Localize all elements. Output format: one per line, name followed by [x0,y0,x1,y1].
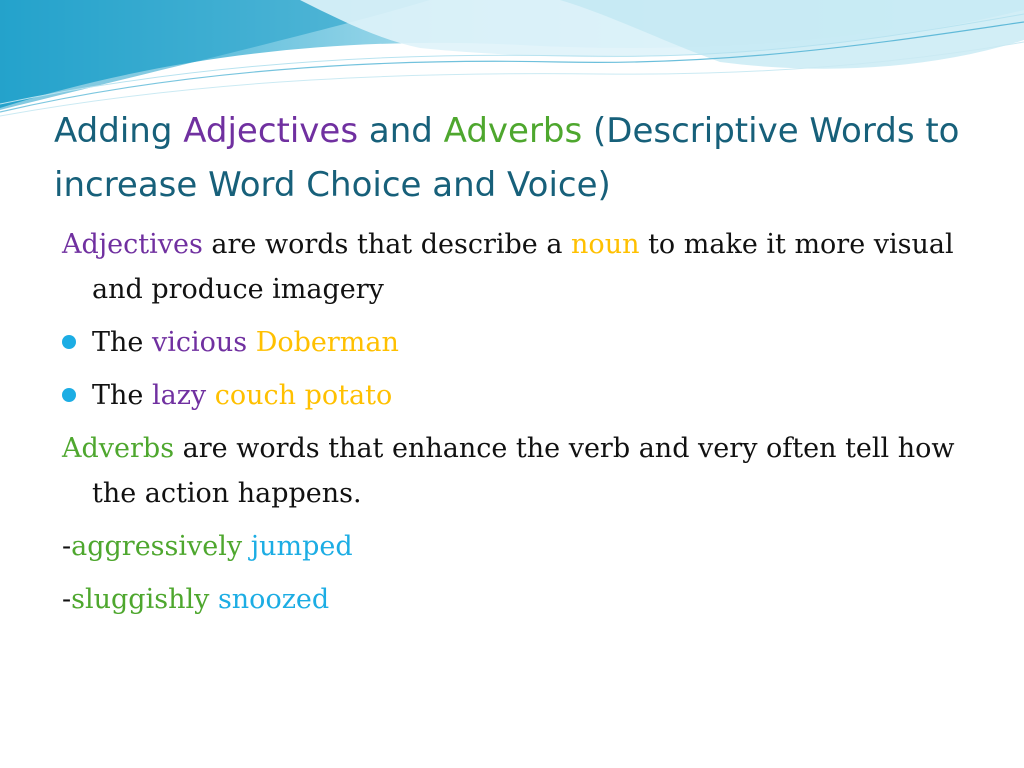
example-dash: - [62,531,72,562]
adverbs-term: Adverbs [62,433,175,464]
title-part1: Adding [54,111,184,151]
bullet-noun: Doberman [255,327,399,358]
example-line [62,524,982,569]
adjectives-text1: are words that describe a [202,229,572,260]
adverbs-text: are words that enhance the verb and very often tell how the action happens. [92,433,955,509]
example-line [62,577,982,622]
adjectives-term: Adjectives [62,229,203,260]
list-item [62,320,982,365]
bullet-dot-icon [62,388,76,402]
example-space [209,584,218,615]
slide-body [62,222,982,630]
bullet-space [206,380,215,411]
adjectives-paragraph [62,222,982,312]
bullet-adjective: lazy [151,380,207,411]
title-part3: (Descriptive Words to increase Word Choice and Voice) [54,111,960,205]
bullet-dot-icon [62,335,76,349]
slide-title [54,104,974,212]
bullet-noun: couch potato [214,380,393,411]
noun-word: noun [571,229,640,260]
example-verb: snoozed [217,584,330,615]
example-space [242,531,251,562]
title-adverbs: Adverbs [443,111,583,151]
example-adverb: sluggishly [71,584,210,615]
bullet-adjective: vicious [151,327,248,358]
adverbs-paragraph [62,426,982,516]
bullet-space [247,327,256,358]
example-dash: - [62,584,72,615]
example-verb: jumped [250,531,353,562]
adjectives-text2: to make it more visual and produce imagery [92,229,954,305]
example-adverb: aggressively [71,531,243,562]
bullet-the: The [92,327,152,358]
title-part2: and [358,111,444,151]
title-adjectives: Adjectives [183,111,359,151]
list-item [62,373,982,418]
bullet-the: The [92,380,152,411]
header-wave-decoration [0,0,1024,120]
